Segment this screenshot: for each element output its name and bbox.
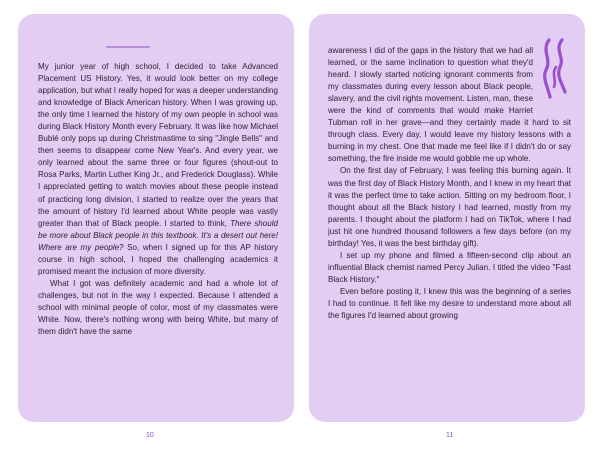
page-number-right: 11 [446,432,454,439]
paragraph: awareness I did of the gaps in the history that we had all learned, or the same inclination to question what they'd heard. I slowly started noticing ignorant comments from my classmates during every lesson about Black people, slavery, and the civil rights movement. Listen, man, these were the kind of comments that would make Harriet Tubman roll in her grave—and they certainly made it hard to sit through class. Every day, I would leave my history lessons with a burning in my chest. One that made me feel like if I didn't do or say something, the fire inside me would gobble me up whole. [328,46,571,164]
page-number-left: 10 [146,432,154,439]
left-page [18,14,294,422]
paragraph: My junior year of high school, I decided to take Advanced Placement US History. Yes, it would look better on my college application, but what I really hoped for was a deeper understanding and knowledge of Black American history. When I was growing up, the only time I learned the history of my own people in school was during Black History Month every February. It was like how Michael Bublé only pops up during Christmastime to sing "Jingle Bells" and then seems to disappear come New Year's. And every year, we only learned about the same three or four figures (shout-out to Rosa Parks, Martin Luther King Jr., and Frederick Douglass). While I appreciated getting to watch movies about these people instead of practicing long division, I started to realize over the years that the amount of history I'd learned about White people was vastly greater than that of Black people. I started to think, There should be more about Black people in this textbook. It's a desert out here! Where are my people? So, when I signed up for this AP history course in high school, I hoped the challenging academics it promised meant the inclusion of more diversity. [38,62,278,276]
paragraph: Even before posting it, I knew this was the beginning of a series I had to continue. It felt like my desire to understand more about all the figures I'd learned about growing [328,286,571,321]
right-page [309,14,585,422]
flame-icon [539,37,571,105]
left-page-text [38,61,278,338]
decorative-rule [106,46,150,48]
paragraph: What I got was definitely academic and had a whole lot of challenges, but not in the way I expected. Because I attended a school with minimal people of color, most of my classmates were White. Now, there's nothing wrong with being White, but many of them didn't have the same [38,278,278,337]
right-page-text [328,45,571,322]
italic-thought: There should be more about Black people in this textbook. It's a desert out here! Where are my people? [38,218,278,252]
paragraph: I set up my phone and filmed a fifteen-second clip about an influential Black chemist named Percy Julian. I titled the video "Fast Black History." [328,250,571,284]
paragraph: On the first day of February, I was feeling this burning again. It was the first day of Black History Month, and I knew in my heart that it was the perfect time to take action. Sitting on my bedroom floor, I thought about all the Black history I had learned, mostly from my parents. I thought about the platform I had on TikTok, where I had just hit one hundred thousand followers a few days before (on my birthday! Yes, it was the best birthday gift). [328,166,571,248]
